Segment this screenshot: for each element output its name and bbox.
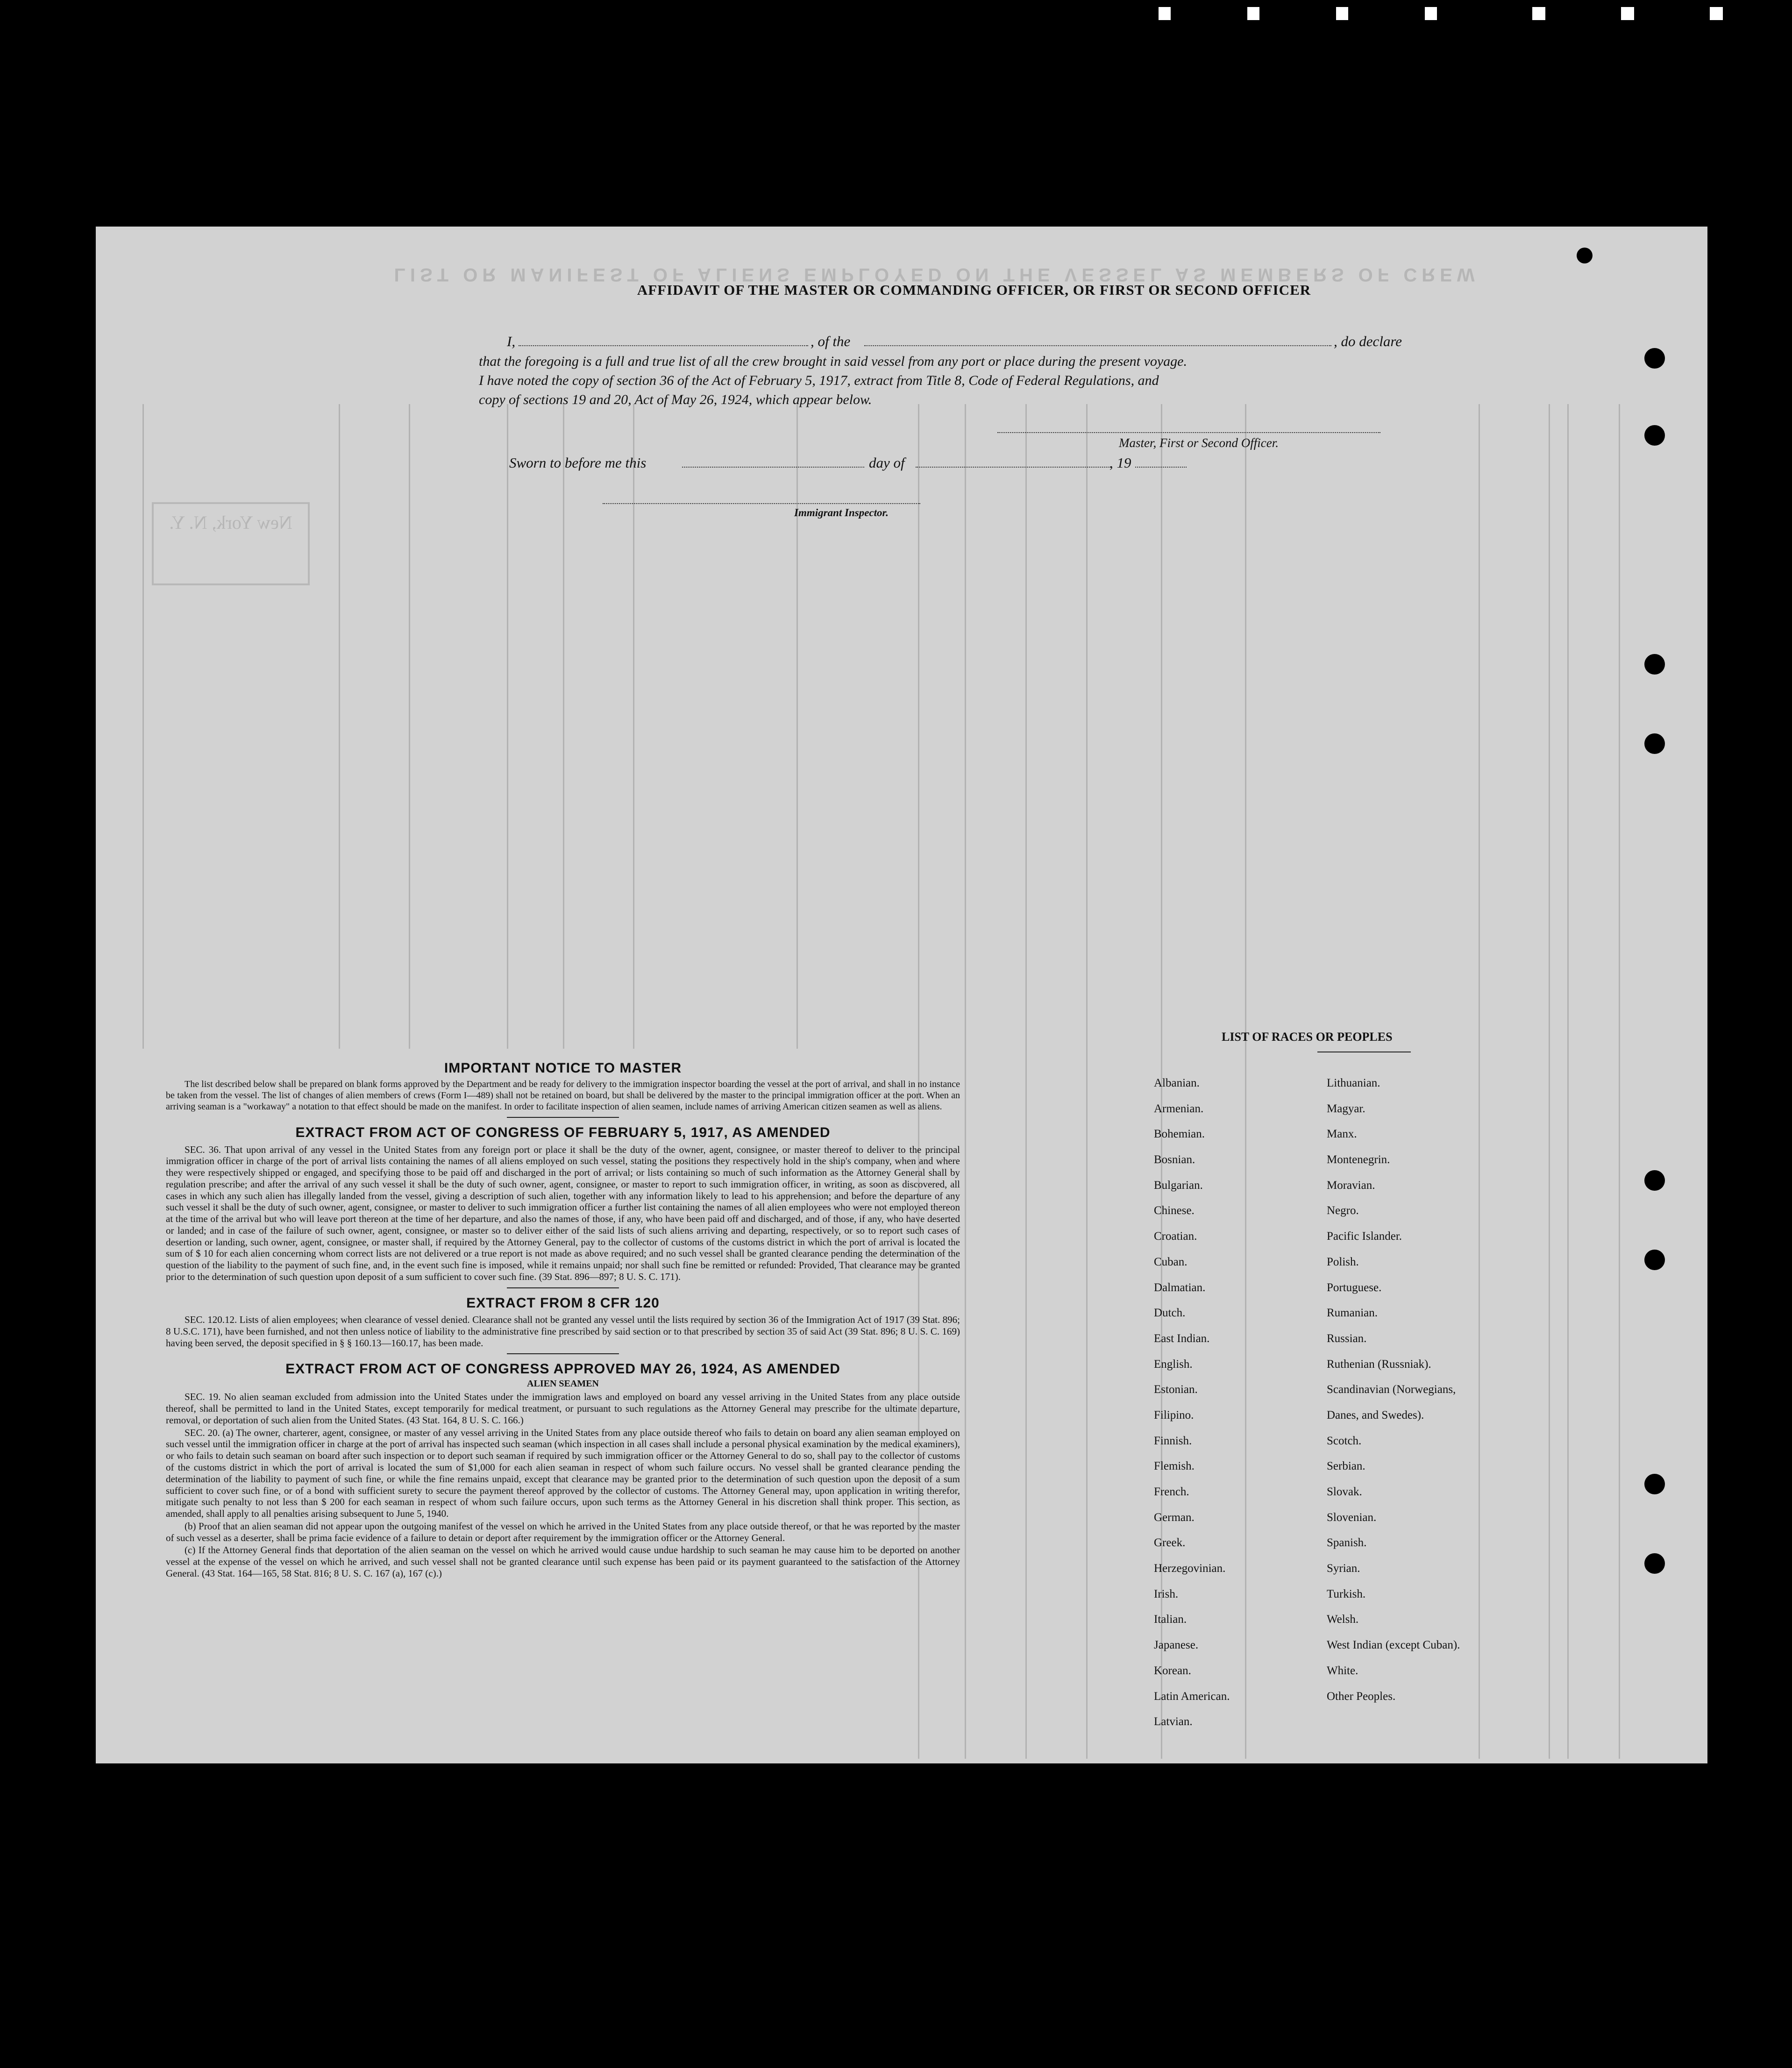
sworn-label: Sworn to before me this bbox=[509, 455, 647, 471]
race-item: Latvian. bbox=[1154, 1715, 1193, 1728]
race-item: Croatian. bbox=[1154, 1230, 1197, 1243]
race-item: Lithuanian. bbox=[1327, 1077, 1380, 1089]
separator-rule bbox=[507, 1117, 619, 1118]
affidavit-line-3: I have noted the copy of section 36 of the Act of February 5, 1917, extract from Title 8, Code of Federal Regulations, and bbox=[479, 373, 1159, 388]
column-line bbox=[507, 404, 508, 1049]
column-line bbox=[633, 404, 634, 1049]
extract-1924-sec20c: (c) If the Attorney General finds that deportation of the alien seaman on the vessel on which he arrived would cause undue hardship to such seaman he may cause him to be deported on another vessel at the expense of the vessel on which he arrived, and such vessel shall not be granted clearance until such expense has been paid or its payment guaranteed to the satisfaction of the Attorney General. (43 Stat. 164—165, 58 Stat. 816; 8 U. S. C. 167 (a), 167 (c).) bbox=[166, 1544, 960, 1579]
race-item: Estonian. bbox=[1154, 1383, 1198, 1396]
race-item: Rumanian. bbox=[1327, 1307, 1378, 1320]
race-item: Syrian. bbox=[1327, 1562, 1360, 1575]
separator-rule bbox=[507, 1287, 619, 1288]
bleed-through-stamp-text: New York, N. Y. bbox=[169, 512, 292, 533]
punch-hole bbox=[1644, 1170, 1665, 1191]
race-item: Japanese. bbox=[1154, 1639, 1199, 1652]
race-item: Slovenian. bbox=[1327, 1511, 1377, 1524]
race-item: Ruthenian (Russniak). bbox=[1327, 1357, 1431, 1371]
race-item: Flemish. bbox=[1154, 1460, 1195, 1473]
race-item: Pacific Islander. bbox=[1327, 1230, 1402, 1243]
punch-hole bbox=[1644, 1474, 1665, 1494]
affidavit-line-4: copy of sections 19 and 20, Act of May 26, 1924, which appear below. bbox=[479, 392, 872, 407]
column-line bbox=[965, 404, 966, 1759]
name-blank bbox=[519, 345, 808, 346]
race-item: Portuguese. bbox=[1327, 1281, 1382, 1294]
punch-hole bbox=[1644, 1553, 1665, 1574]
race-item: Turkish. bbox=[1327, 1587, 1366, 1600]
sworn-month-blank bbox=[916, 467, 1112, 468]
extract-1924-sec19: SEC. 19. No alien seaman excluded from admission into the United States under the immigration laws and employed on board any vessel arriving in the United States from any place outside thereof, shall be permitted to land in the United States, except temporarily for medical treatment, or pursuant to such regulations as the Attorney General may prescribe for the ultimate departure, removal, or deportation of such alien from the United States. (43 Stat. 164, 8 U. S. C. 166.) bbox=[166, 1391, 960, 1426]
race-item: Danes, and Swedes). bbox=[1327, 1408, 1424, 1421]
extract-cfr-title: EXTRACT FROM 8 CFR 120 bbox=[466, 1295, 660, 1311]
race-item: Other Peoples. bbox=[1327, 1690, 1396, 1703]
column-line bbox=[1245, 404, 1246, 1759]
extract-1917-body: SEC. 36. That upon arrival of any vessel in the United States from any foreign port or place it shall be the duty of the owner, agent, consignee, or master thereof to deliver to the principal immigration officer in charge of the port of arrival lists containing the names of all aliens employed on such vessel, stating the positions they respectively hold in the ship's company, when and where they were respectively shipped or engaged, and specifying those to be paid off and discharged in the port of arrival; or lists containing so much of such information as the Attorney General shall by regulation prescribe; and after the arrival of any such vessel it shall be the duty of such owner, agent, consignee, or master to report to such immigration officer, in writing, as soon as discovered, all cases in which any such alien has illegally landed from the vessel, giving a description of such alien, together with any information likely to lead to his apprehension; and before the departure of any such vessel it shall be the duty of such owner, agent, consignee, or master to deliver to such immigration officer a further list containing the names of all alien employees who were not employed thereon at the time of the arrival but who will leave port thereon at the time of her departure, and also the names of those, if any, who have been paid off and discharged, and of those, if any, who have deserted or landed; and in case of the failure of such owner, agent, consignee, or master so to deliver either of the said lists of such aliens arriving and departing, respectively, or so to report such cases of desertion or landing, such owner, agent, consignee, or master shall, if required by the Attorney General, pay to the collector of customs of the customs district in which the port of arrival is located the sum of $ 10 for each alien concerning whom correct lists are not delivered or a true report is not made as above required; and no such vessel shall be granted clearance pending the determination of the question of the liability to the payment of such fine, and, in the event such fine is imposed, while it remains unpaid; nor shall such fine be remitted or refunded: Provided, That clearance may be granted prior to the determination of such question upon deposit of a sum sufficient to cover such fine. (39 Stat. 896—897; 8 U. S. C. 171). bbox=[166, 1144, 960, 1282]
affidavit-do-declare: , do declare bbox=[1334, 333, 1402, 349]
extract-1924-sec20a: SEC. 20. (a) The owner, charterer, agent, consignee, or master of any vessel arriving in the United States from any place outside thereof who fails to detain on board any alien seaman employed on such vessel until the immigration officer in charge at the port of arrival has inspected such seaman (which inspection in all cases shall include a personal physical examination by the medical examiners), or who fails to detain such seaman on board after such inspection or to deport such seaman if required by such immigration officer or the Attorney General to do so, shall pay to the collector of customs of the customs district in which the port of arrival is located the sum of $1,000 for each alien seaman in respect of whom such failure occurs. No vessel shall be granted clearance pending the determination of the liability to payment of such fine, or while the fine remains unpaid, except that clearance may be granted prior to the determination of such question upon the deposit of a sum sufficient to cover such fine, or of a bond with sufficient surety to secure the payment thereof approved by the collector of customs. The Attorney General may, upon application in writing therefor, mitigate such penalty to not less than $ 200 for each seaman in respect of whom such failure occurs, upon such terms as the Attorney General in his discretion shall think proper. This section, as amended, shall apply to all penalties arising subsequent to June 5, 1940. bbox=[166, 1427, 960, 1520]
race-item: Italian. bbox=[1154, 1613, 1187, 1626]
races-column-1 bbox=[1154, 1077, 1230, 1741]
column-line bbox=[142, 404, 144, 1049]
race-item: Albanian. bbox=[1154, 1077, 1200, 1089]
race-item: Latin American. bbox=[1154, 1690, 1230, 1703]
race-item: Scotch. bbox=[1327, 1434, 1362, 1447]
extract-cfr-body: SEC. 120.12. Lists of alien employees; when clearance of vessel denied. Clearance shall not be granted any vessel until the lists required by section 36 of the Immigration Act of 1917 (39 Stat. 896; 8 U.S.C. 171), have been furnished, and not then unless notice of liability to the administrative fine prescribed by said section or to that prescribed by section 35 of said Act (39 Stat. 896; 8 U. S. C. 169) having been served, the deposit specified in § § 160.13—160.17, has been made. bbox=[166, 1314, 960, 1349]
race-item: Montenegrin. bbox=[1327, 1153, 1390, 1166]
race-item: Bohemian. bbox=[1154, 1128, 1205, 1141]
column-line bbox=[1619, 404, 1620, 1759]
race-item: Bosnian. bbox=[1154, 1153, 1195, 1166]
race-item: Irish. bbox=[1154, 1587, 1179, 1600]
column-line bbox=[1479, 404, 1480, 1759]
punch-hole bbox=[1577, 248, 1593, 263]
column-line bbox=[1567, 404, 1569, 1759]
race-item: Slovak. bbox=[1327, 1485, 1362, 1498]
race-item: Armenian. bbox=[1154, 1102, 1204, 1115]
race-item: Russian. bbox=[1327, 1332, 1367, 1345]
race-item: Negro. bbox=[1327, 1204, 1359, 1217]
year-prefix: , 19 bbox=[1109, 455, 1131, 471]
film-header-marks bbox=[1159, 7, 1448, 20]
notice-title: IMPORTANT NOTICE TO MASTER bbox=[444, 1060, 682, 1076]
race-item: Dalmatian. bbox=[1154, 1281, 1206, 1294]
race-item: Herzegovinian. bbox=[1154, 1562, 1226, 1575]
film-header-marks-right bbox=[1532, 7, 1792, 20]
race-item: Scandinavian (Norwegians, bbox=[1327, 1383, 1456, 1396]
extract-1924-subtitle: ALIEN SEAMEN bbox=[527, 1378, 599, 1389]
extract-1924-sec20b: (b) Proof that an alien seaman did not appear upon the outgoing manifest of the vessel on which he arrived in the United States from any place outside thereof, or that he was reported by the master of such vessel as a deserter, shall be prima facie evidence of a failure to detain or deport after requirement by the immigration officer or the Attorney General. bbox=[166, 1520, 960, 1543]
race-item: Greek. bbox=[1154, 1536, 1186, 1549]
sworn-day-blank bbox=[682, 467, 864, 468]
punch-hole bbox=[1644, 1250, 1665, 1270]
race-item: Filipino. bbox=[1154, 1408, 1194, 1421]
race-item: Welsh. bbox=[1327, 1613, 1359, 1626]
punch-hole bbox=[1644, 654, 1665, 675]
day-of-label: day of bbox=[869, 455, 905, 471]
race-item: West Indian (except Cuban). bbox=[1327, 1639, 1460, 1652]
race-item: East Indian. bbox=[1154, 1332, 1210, 1345]
separator-rule bbox=[507, 1353, 619, 1354]
column-line bbox=[563, 404, 564, 1049]
affidavit-i-label: I, bbox=[507, 333, 516, 349]
race-item: Polish. bbox=[1327, 1255, 1359, 1268]
race-item: Cuban. bbox=[1154, 1255, 1188, 1268]
race-item: English. bbox=[1154, 1357, 1193, 1371]
affidavit-of-the: , of the bbox=[811, 333, 851, 349]
column-line bbox=[409, 404, 410, 1049]
race-item: Serbian. bbox=[1327, 1460, 1365, 1473]
race-item: Spanish. bbox=[1327, 1536, 1367, 1549]
affidavit-block bbox=[507, 282, 1441, 298]
bleed-through-stamp bbox=[152, 502, 310, 585]
column-line bbox=[1549, 404, 1550, 1759]
race-item: Finnish. bbox=[1154, 1434, 1192, 1447]
column-line bbox=[339, 404, 340, 1049]
inspector-label: Immigrant Inspector. bbox=[794, 507, 889, 519]
affidavit-title: AFFIDAVIT OF THE MASTER OR COMMANDING OFFICER, OR FIRST OR SECOND OFFICER bbox=[637, 282, 1311, 298]
vessel-blank bbox=[864, 345, 1331, 346]
race-item: German. bbox=[1154, 1511, 1195, 1524]
notice-and-extracts bbox=[166, 1053, 960, 1580]
notice-body: The list described below shall be prepared on blank forms approved by the Department and be ready for delivery to the immigration inspector boarding the vessel at the port of arrival, and shall in no instance be taken from the vessel. The list of changes of alien members of crews (Form I—489) shall not be retained on board, but shall be delivered by the master to the principal immigration officer at the port. When an arriving seaman is a "workaway" a notation to that effect should be made on the manifest. In order to facilitate inspection of alien seamen, include names of arriving American citizen seamen as well as aliens. bbox=[166, 1079, 960, 1112]
extract-1917-title: EXTRACT FROM ACT OF CONGRESS OF FEBRUARY 5, 1917, AS AMENDED bbox=[295, 1125, 831, 1141]
bleed-through-title: LIST OR MANIFEST OF ALIENS EMPLOYED ON THE VESSEL AS MEMBERS OF CREW bbox=[394, 264, 1479, 285]
inspector-signature-blank bbox=[603, 503, 920, 504]
race-item: Bulgarian. bbox=[1154, 1179, 1203, 1192]
race-item: White. bbox=[1327, 1664, 1358, 1677]
race-item: Magyar. bbox=[1327, 1102, 1365, 1115]
races-column-2 bbox=[1327, 1077, 1460, 1715]
master-label: Master, First or Second Officer. bbox=[1119, 436, 1279, 450]
race-item: Korean. bbox=[1154, 1664, 1191, 1677]
extract-1924-title: EXTRACT FROM ACT OF CONGRESS APPROVED MAY 26, 1924, AS AMENDED bbox=[285, 1361, 840, 1377]
punch-hole bbox=[1644, 425, 1665, 446]
punch-hole bbox=[1644, 348, 1665, 369]
column-line bbox=[796, 404, 798, 1049]
race-item: Manx. bbox=[1327, 1128, 1357, 1141]
column-line bbox=[1025, 404, 1027, 1759]
punch-hole bbox=[1644, 733, 1665, 754]
master-signature-blank bbox=[997, 432, 1380, 433]
year-blank bbox=[1135, 467, 1187, 468]
affidavit-line-2: that the foregoing is a full and true list of all the crew brought in said vessel from any port or place during the present voyage. bbox=[479, 354, 1187, 369]
race-item: Dutch. bbox=[1154, 1307, 1186, 1320]
race-item: Moravian. bbox=[1327, 1179, 1375, 1192]
race-item: French. bbox=[1154, 1485, 1189, 1498]
document-page bbox=[96, 227, 1707, 1763]
races-title: LIST OF RACES OR PEOPLES bbox=[1222, 1030, 1393, 1044]
race-item: Chinese. bbox=[1154, 1204, 1195, 1217]
column-line bbox=[1086, 404, 1088, 1759]
